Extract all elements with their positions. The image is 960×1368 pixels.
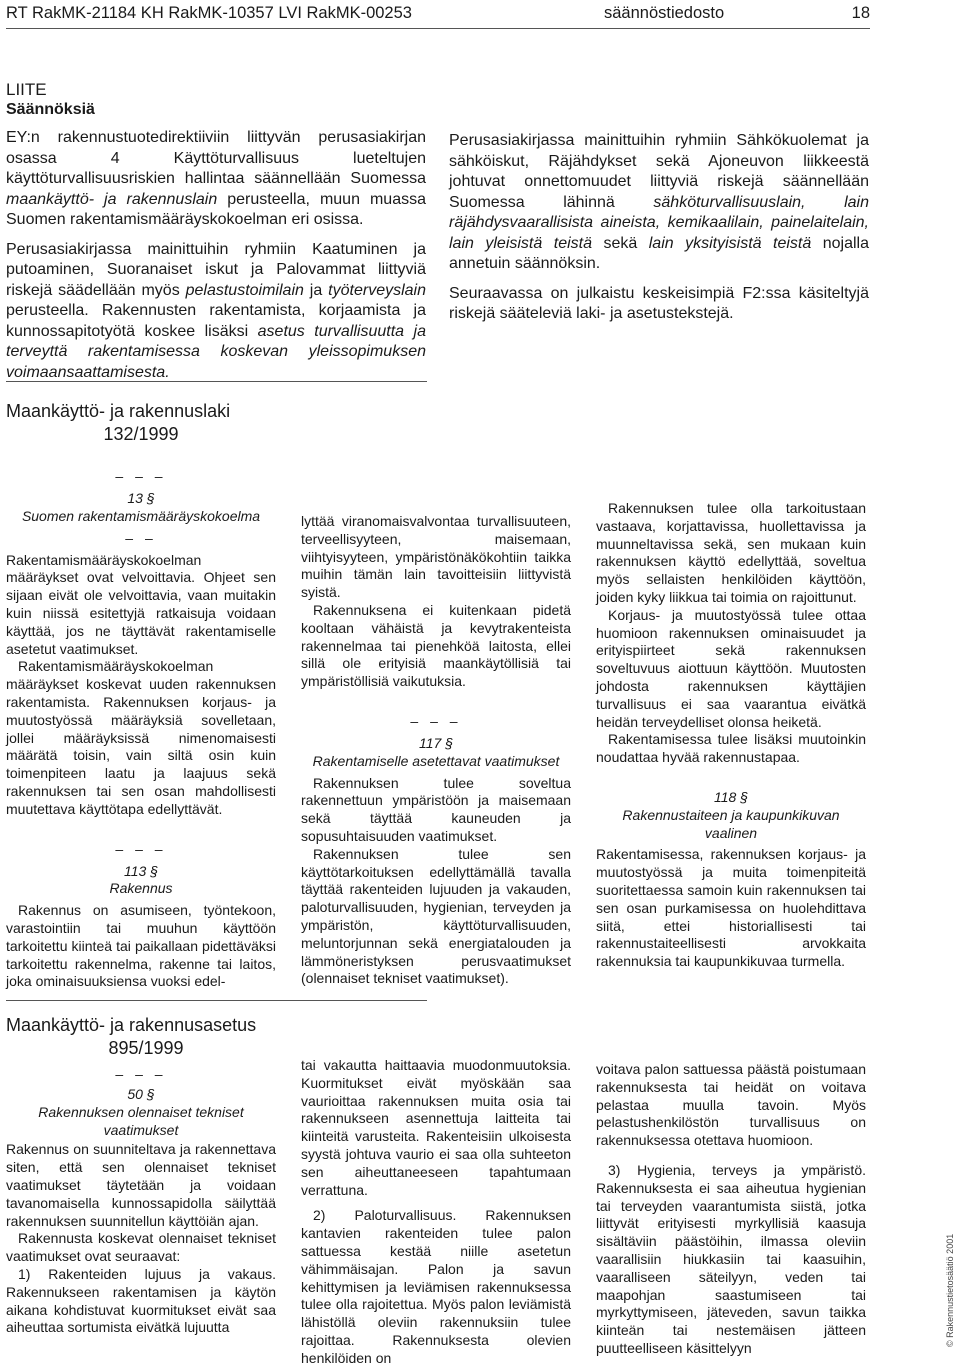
section-number: 117 §	[419, 734, 453, 751]
intro-paragraph	[449, 131, 869, 275]
intro-paragraph	[6, 128, 426, 231]
intro-paragraph	[6, 240, 426, 384]
section-title: Rakennus	[109, 880, 173, 897]
paragraph: Rakennuksena ei kuitenkaan pidetä kooltaan vähäistä ja kevytrakenteista rakennelmaa tai pienehköä laitosta, ellei sillä ole erityisiä maankäytöllisiä tai ympäristöllisiä vaikutuksia.	[301, 601, 571, 690]
decree-title: Maankäyttö- ja rakennusasetus	[6, 1015, 257, 1035]
copyright-text: © Rakennustietosäätiö 2001	[945, 1233, 955, 1347]
paragraph: Rakennusta koskevat olennaiset tekniset vaatimukset ovat seuraavat:	[6, 1230, 276, 1265]
section-title: Suomen rakentamismääräyskokoelma	[21, 507, 261, 524]
text: perusteella, muun muassa Suomen rakentamismääräyskokoelman eri osissa.	[6, 190, 427, 228]
text: nojalla annetuin säännöksin.	[449, 234, 870, 272]
text: ja	[303, 281, 329, 299]
omission-dash: – – –	[115, 1066, 167, 1082]
section-number: 13 §	[127, 490, 155, 506]
page-header	[6, 0, 870, 26]
section-number: 118 §	[714, 788, 748, 805]
intro-right-column	[449, 131, 869, 325]
section-number: 50 §	[127, 1086, 155, 1102]
text-italic: lain yksityisistä teistä	[648, 234, 812, 252]
omission-dash: – –	[125, 529, 157, 546]
paragraph: tai vakautta haittaavia muodonmuutoksia. Kuormitukset eivät myöskään saa vaurioittaa rakennuksen muita osia tai rakennukseen asennettuja laitteita tai kiinteitä varusteita. Rakenteisiin ulkoisesta syystä johtuva vaurio ei saa olla suhteeton sen aiheuttaneeseen tapahtumaan verrattuna.	[301, 1057, 571, 1198]
omission-dash: – – –	[115, 840, 167, 857]
section-rule	[6, 381, 427, 382]
law-column-3	[596, 500, 866, 971]
paragraph: Rakentamismääräyskokoelman määräykset koskevat uuden rakennuksen rakentamista. Rakennuksen korjaus- ja muutostyössä määräyksiä sovelletaan, jollei määräyksissä nimenomaisesti määrätä toisin, vain siltä osin kuin toimenpiteen laatu ja laajuus sekä rakennuksen tai sen osan mahdollisesti muutettava käyttötapa edellyttävät.	[6, 658, 276, 817]
section-title: Rakentamiselle asetettavat vaatimukset	[312, 752, 560, 769]
text: EY:n rakennustuotedirektiiviin liittyvän perusasiakirjan osassa 4 Käyttöturvallisuus lueteltujen käyttöturvallisuusriskien hallintaa säännellään Suomessa	[6, 129, 426, 187]
paragraph: 1) Rakenteiden lujuus ja vakaus. Rakennukseen rakentamisen ja käytön aikana kohdistuvat kuormitukset eivät saa aiheuttaa sortumista eivätkä lujuutta	[6, 1265, 276, 1336]
intro-left-column	[6, 80, 426, 383]
text: Perusasiakirjassa mainittuihin ryhmiin Sähkökuolemat ja sähköiskut, Räjähdykset sekä Ajoneuvon liikkeestä johtuvat onnettomuudet liittyviä riskejä säännellään Suomessa lähinnä	[449, 132, 869, 211]
text-italic: työterveyslain	[328, 281, 426, 299]
paragraph: Rakentamisessa tulee lisäksi muutoinkin noudattaa hyvää rakennustapaa.	[596, 731, 866, 766]
law-number: 132/1999	[103, 424, 179, 444]
header-section: säännöstiedosto	[604, 4, 725, 22]
paragraph: Rakennuksen tulee soveltua rakennettuun ympäristöön ja maisemaan sekä täyttää kauneuden ja sopusuhtaisuuden vaatimukset.	[301, 774, 571, 844]
paragraph: Rakennuksen tulee sen käyttötarkoituksen edellyttämällä tavalla täyttää rakenteiden lujuuden ja vakauden, paloturvallisuuden, hygienian, terveyden ja ympäristön, käyttöturvallisuuden, meluntorjunnan sekä energiatalouden ja lämmöneristyksen perusvaatimukset (olennaiset tekniset vaatimukset).	[301, 845, 571, 987]
page-number: 18	[851, 4, 870, 22]
paragraph: voitava palon sattuessa päästä poistumaan rakennuksesta tai heidät on voitava pelastaa muulla tavoin. Myös pelastushenkilöstön turvallisuus on rakennuksessa otettava huomioon.	[596, 1061, 866, 1149]
intro-paragraph: Seuraavassa on julkaistu keskeisimpiä F2:ssa käsiteltyjä riskejä sääteleviä laki- ja asetustekstejä.	[449, 284, 869, 322]
section-rule	[6, 1000, 427, 1001]
paragraph: Rakennus on suunniteltava ja rakennettava siten, että sen olennaiset tekniset vaatimukset täytetään ja voidaan tavanomaisella kunnossapidolla säilyttää rakennuksen suunnitellun käyttöiän ajan.	[6, 1141, 276, 1229]
copyright-watermark	[936, 1233, 956, 1352]
decree-column-3	[596, 1061, 866, 1358]
section-title: Rakennuksen olennaiset tekniset vaatimukset	[38, 1103, 244, 1138]
decree-heading	[6, 1014, 286, 1060]
law-title: Maankäyttö- ja rakennuslaki	[6, 401, 231, 421]
paragraph: Rakentamismääräyskokoelman määräykset ovat velvoittavia. Ohjeet sen sijaan eivät ole velvoittavia, vaan muitakin kuin niissä esitettyjä ratkaisuja voidaan käyttää, jos ne täyttävät rakentamiselle asetetut vaatimukset.	[6, 551, 276, 657]
header-codes: RT RakMK-21184 KH RakMK-10357 LVI RakMK-00253	[6, 4, 412, 22]
paragraph: Korjaus- ja muutostyössä tulee ottaa huomioon rakennuksen ominaisuudet ja erityispiirteet sekä rakennuksen soveltuvuus aiottuun käyttöön. Muutosten johdosta rakennuksen käyttäjien turvallisuus ei saa vaarantua eivätkä heidän terveydelliset olonsa heiketä.	[596, 606, 866, 730]
decree-column-1	[6, 1066, 276, 1337]
section-heading: Säännöksiä	[6, 101, 95, 118]
paragraph: 2) Paloturvallisuus. Rakennuksen kantavien rakenteiden tulee palon sattuessa kestää niille asetetun vähimmäisajan. Palon ja savun kehittymisen ja leviämisen rakennuksessa tulee olla rajoitettua. Myös palon leviämistä lähistöllä oleviin rakennuksiin tulee rajoittaa. Rakennuksesta olevien henkilöiden on	[301, 1207, 571, 1366]
paragraph: Rakennus on asumiseen, työntekoon, varastointiin tai muuhun käyttöön tarkoitettu kiinteä tai paikallaan pidettäväksi tarkoitettu rakennelma, rakenne tai laitos, joka ominaisuuksiensa vuoksi edel-	[6, 902, 276, 990]
text-italic: maankäyttö- ja rakennuslain	[6, 190, 218, 208]
law-column-1	[6, 468, 276, 991]
text: perusteella. Rakennusten rakentamista, korjaamista ja kunnossapitotyötä koskee lisäksi	[6, 302, 426, 340]
paragraph: Rakentamisessa, rakennuksen korjaus- ja muutostyössä ja muita toimenpiteitä suoritettaessa samoin kuin rakennuksen tai sen osan purkamisessa on huolehdittava siitä, ettei historiallisesti tai rakennustaiteellisesti arvokkaita rakennuksia tai kaupunkikuvaa turmella.	[596, 846, 866, 970]
omission-dash: – – –	[115, 468, 167, 484]
paragraph: lyttää viranomaisvalvontaa turvallisuuteen, terveellisyyteen, maisemaan, viihtyisyyteen, ympäristönäkökohtiin taikka muihin tämän lain tavoitteisiin liittyvistä syistä.	[301, 513, 571, 601]
law-column-2	[301, 513, 571, 988]
text-italic: pelastustoimilain	[185, 281, 304, 299]
omission-dash: – – –	[410, 712, 462, 729]
decree-number: 895/1999	[108, 1038, 184, 1058]
text: Perusasiakirjassa mainittuihin ryhmiin Kaatuminen ja putoaminen, Suoranaiset iskut ja Palovammat liittyviä riskejä säädellään myös	[6, 240, 426, 299]
section-title: Rakennustaiteen ja kaupunkikuvan vaalinen	[622, 806, 840, 841]
appendix-label: LIITE	[6, 80, 47, 99]
law-heading	[6, 400, 276, 446]
decree-column-2	[301, 1057, 571, 1368]
section-number: 113 §	[124, 862, 158, 879]
paragraph: 3) Hygienia, terveys ja ympäristö. Rakennuksesta ei saa aiheutua hygienian tai terveyden vaarantumista siistä, jotka liittyvät erityisesti myrkyllisiä kaasuja sisältäviin päästöihin, ilmassa oleviin vaarallisiin hiukkasiin tai kaasuihin, vaaralliseen säteilyyn, veden tai maapohjan saastumiseen tai myrkyttymiseen, jäteveden, savun taikka kiinteän tai nestemäisen jätteen puutteelliseen käsittelyyn	[596, 1161, 866, 1356]
text-italic: asetus turvallisuutta ja terveyttä rakentamisessa koskevan yleissopimuksen voimaansaattamisesta.	[6, 322, 426, 381]
paragraph: Rakennuksen tulee olla tarkoitustaan vastaava, korjattavissa, huollettavissa ja muunneltavissa sekä, sen mukaan kuin rakennuksen käyttö edellyttää, soveltua myös sellaisten henkilöiden käyttöön, joiden kyky liikkua tai toimia on rajoittunut.	[596, 500, 866, 605]
text: sekä	[592, 234, 649, 252]
text-italic: sähköturvallisuuslain, lain räjähdysvaarallisista aineista, kemikaalilain, painelaitelain, lain yleisistä teistä	[449, 193, 869, 252]
header-rule	[6, 28, 870, 29]
